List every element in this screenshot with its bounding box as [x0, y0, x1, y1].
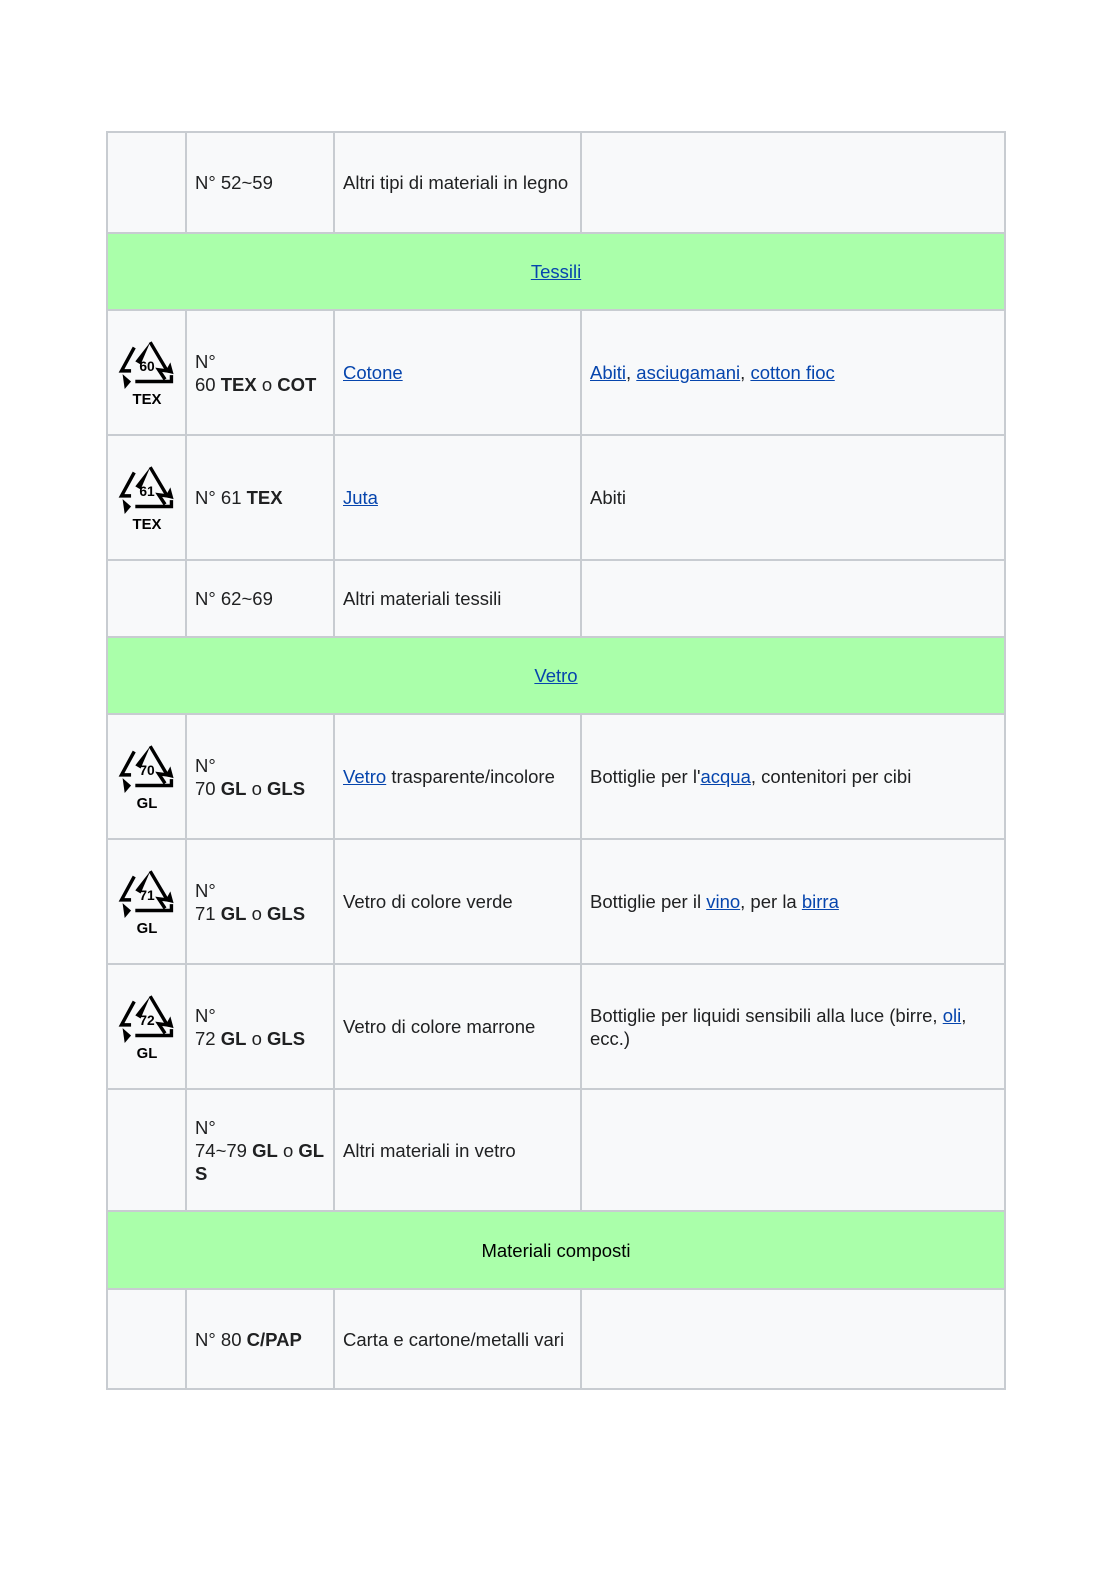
icon-abbr: TEX: [132, 516, 161, 532]
code-abbr-alt: GLS: [267, 1027, 306, 1049]
section-header-row: [107, 1211, 1005, 1289]
code-cell: [186, 839, 334, 964]
material-cell: Vetro di colore verde: [334, 839, 581, 964]
section-link-tessili[interactable]: Tessili: [530, 261, 582, 282]
code-or: o: [251, 902, 262, 924]
examples-cell: [581, 964, 1005, 1089]
table-row: [107, 1089, 1005, 1211]
material-link[interactable]: Cotone: [343, 362, 403, 383]
code-cell: [186, 964, 334, 1089]
example-link[interactable]: vino: [706, 891, 741, 912]
examples-text: Bottiglie per liquidi sensibili alla luce (birre,: [590, 1004, 938, 1026]
material-cell: [334, 310, 581, 435]
recycling-symbol-icon: [107, 839, 186, 964]
code-or: o: [251, 777, 262, 799]
icon-number: 72: [138, 1011, 155, 1028]
examples-cell: [581, 714, 1005, 839]
table-row: [107, 132, 1005, 233]
section-header-row: [107, 233, 1005, 310]
code-or: o: [282, 1139, 294, 1161]
code-cell: [186, 1289, 334, 1389]
code-number: 72: [195, 1027, 216, 1049]
section-header-cell: [107, 233, 1005, 310]
recycling-symbol-icon: [107, 964, 186, 1089]
icon-abbr: TEX: [132, 391, 161, 407]
icon-cell-empty: [107, 560, 186, 637]
code-abbr: GL: [220, 1027, 247, 1049]
examples-cell: Abiti: [581, 435, 1005, 560]
code-abbr: GL: [252, 1139, 278, 1161]
table-row: [107, 839, 1005, 964]
example-link[interactable]: cotton fioc: [750, 362, 835, 383]
code-abbr: GL: [220, 777, 247, 799]
table-row: [107, 310, 1005, 435]
examples-cell: [581, 839, 1005, 964]
section-header-cell: [107, 637, 1005, 714]
icon-number: 60: [138, 357, 155, 374]
examples-text: Bottiglie per il: [590, 891, 702, 912]
recycling-symbol-icon: [107, 714, 186, 839]
code-number: 71: [195, 902, 216, 924]
examples-cell: [581, 560, 1005, 637]
examples-text: Bottiglie per l': [590, 766, 701, 787]
code-cell: [186, 310, 334, 435]
code-abbr-alt: GLS: [195, 1139, 325, 1184]
section-header-row: [107, 637, 1005, 714]
code-prefix: N°: [195, 879, 216, 901]
recycling-symbol-icon: [107, 310, 186, 435]
example-link[interactable]: acqua: [700, 766, 751, 787]
icon-abbr: GL: [136, 795, 157, 811]
examples-cell: [581, 1089, 1005, 1211]
material-text: trasparente/incolore: [391, 766, 555, 787]
table-row: [107, 1289, 1005, 1389]
icon-abbr: GL: [136, 920, 157, 936]
material-link[interactable]: Juta: [343, 487, 378, 508]
code-abbr: GL: [220, 902, 247, 924]
table-row: [107, 560, 1005, 637]
examples-text: , ecc.): [590, 1004, 967, 1049]
examples-cell: [581, 132, 1005, 233]
icon-number: 70: [138, 761, 155, 778]
code-cell: N° 52~59: [186, 132, 334, 233]
code-or: o: [251, 1027, 262, 1049]
section-header-cell: Materiali composti: [107, 1211, 1005, 1289]
examples-cell: Abiti, asciugamani, cotton fioc: [581, 310, 1005, 435]
examples-cell: [581, 1289, 1005, 1389]
examples-text: , contenitori per cibi: [750, 766, 912, 787]
icon-cell-empty: [107, 1089, 186, 1211]
code-cell: N° 62~69: [186, 560, 334, 637]
code-prefix: N°: [195, 1116, 216, 1138]
example-link[interactable]: asciugamani: [636, 362, 741, 383]
code-number: 61: [220, 487, 242, 508]
code-prefix: N°: [195, 350, 216, 372]
table-row: [107, 714, 1005, 839]
example-link[interactable]: birra: [801, 891, 839, 912]
code-prefix: N°: [195, 754, 216, 776]
code-cell: [186, 714, 334, 839]
code-number: 70: [195, 777, 216, 799]
material-cell: Altri tipi di materiali in legno: [334, 132, 581, 233]
recycling-codes-table: [106, 131, 1006, 1390]
material-cell: Vetro di colore marrone: [334, 964, 581, 1089]
table-row: [107, 435, 1005, 560]
code-or: o: [261, 373, 273, 395]
code-abbr-alt: COT: [277, 373, 317, 395]
code-prefix: N°: [195, 1328, 216, 1350]
example-link[interactable]: Abiti: [590, 362, 626, 383]
code-number: 60: [195, 373, 216, 395]
code-abbr-alt: GLS: [267, 902, 306, 924]
recycling-symbol-icon: [107, 435, 186, 560]
code-number: 74~79: [195, 1139, 247, 1161]
code-abbr: C/PAP: [246, 1328, 302, 1350]
material-cell: Altri materiali in vetro: [334, 1089, 581, 1211]
examples-text: , per la: [740, 891, 797, 912]
icon-number: 71: [138, 886, 155, 903]
code-cell: [186, 435, 334, 560]
code-prefix: N°: [195, 1004, 216, 1026]
material-link[interactable]: Vetro: [343, 766, 387, 787]
code-abbr: TEX: [220, 373, 257, 395]
icon-number: 61: [138, 482, 155, 499]
material-cell: Altri materiali tessili: [334, 560, 581, 637]
table-row: [107, 964, 1005, 1089]
example-link[interactable]: oli: [942, 1004, 962, 1026]
code-number: 80: [220, 1328, 242, 1350]
material-cell: [334, 714, 581, 839]
material-cell: Carta e cartone/metalli vari: [334, 1289, 581, 1389]
code-abbr-alt: GLS: [267, 777, 306, 799]
icon-cell-empty: [107, 132, 186, 233]
icon-cell-empty: [107, 1289, 186, 1389]
section-link-vetro[interactable]: Vetro: [534, 665, 578, 686]
code-prefix: N°: [195, 487, 216, 508]
material-cell: [334, 435, 581, 560]
icon-abbr: GL: [136, 1045, 157, 1061]
code-abbr: TEX: [246, 487, 283, 508]
code-cell: [186, 1089, 334, 1211]
